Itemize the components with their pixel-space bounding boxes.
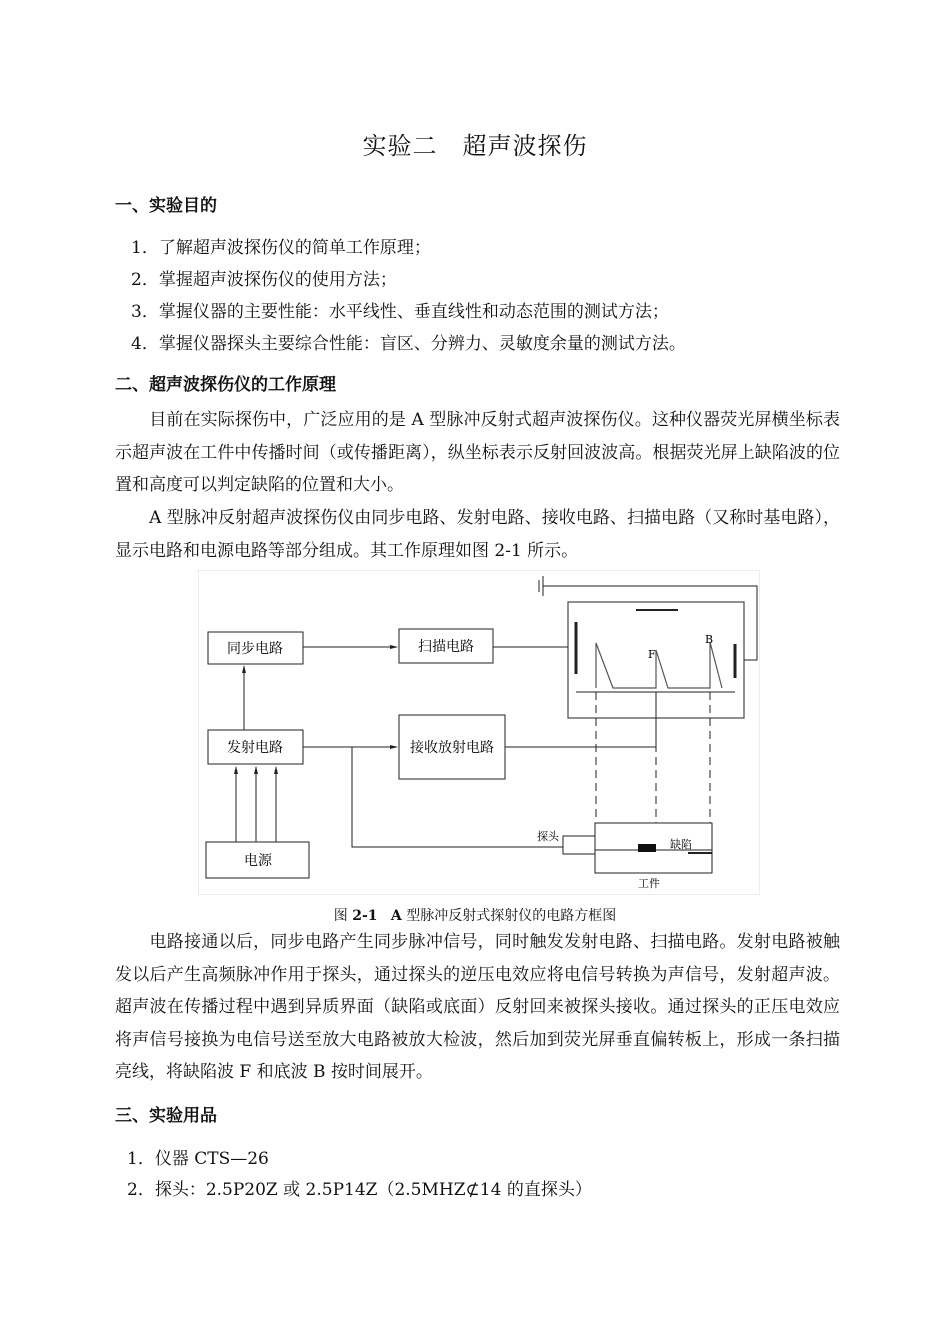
paragraph-components: A 型脉冲反射超声波探伤仪由同步电路、发射电路、接收电路、扫描电路（又称时基电路），显示电路和电源电路等部分组成。其工作原理如图 2-1 所示。 — [115, 508, 840, 561]
receive-circuit-label: 接收放射电路 — [410, 740, 494, 756]
material-item-1: 1．仪器 CTS—26 — [127, 1149, 269, 1169]
power-supply-label: 电源 — [244, 853, 272, 869]
probe-block — [563, 836, 595, 854]
caption-text: 型脉冲反射式探射仪的电路方框图 — [401, 908, 617, 924]
probe-label: 探头 — [537, 830, 559, 843]
bottom-echo-label: B — [705, 633, 714, 646]
power-supply-block — [206, 842, 309, 878]
paragraph-operation: 电路接通以后，同步电路产生同步脉冲信号，同时触发发射电路、扫描电路。发射电路被触发以后产生高频脉冲作用于探头，通过探头的逆压电效应将电信号转换为声信号，发射超声波。超声波在传播过程中遇到异质界面（缺陷或底面）反射回来被探头接收。通过探头的正压电效应将声信号接换为电信号送至放大电路被放大检波，然后加到荧光屏垂直偏转板上，形成一条扫描亮线，将缺陷波 F 和底波 B 按时间展开。 — [115, 932, 840, 1082]
receive-circuit-block — [399, 715, 505, 779]
sync-circuit-block — [208, 632, 303, 664]
objective-item-3: 3．掌握仪器的主要性能：水平线性、垂直线性和动态范围的测试方法； — [131, 302, 669, 322]
scan-circuit-block — [399, 629, 493, 663]
section-heading-materials: 三、实验用品 — [115, 1106, 217, 1126]
circuit-block-diagram — [198, 570, 760, 895]
defect-echo-label: F — [648, 648, 656, 661]
sync-circuit-label: 同步电路 — [227, 641, 283, 657]
page-title: 实验二 超声波探伤 — [362, 132, 588, 160]
paragraph-intro: 目前在实际探伤中，广泛应用的是 A 型脉冲反射式超声波探伤仪。这种仪器荧光屏横坐标表示超声波在工件中传播时间（或传播距离），纵坐标表示反射回波波高。根据荧光屏上缺陷波的位置和高度可以判定缺陷的位置和大小。 — [115, 410, 840, 495]
objective-item-2: 2．掌握超声波探伤仪的使用方法； — [131, 270, 397, 290]
caption-bold-a: A — [390, 908, 402, 924]
objective-item-1: 1．了解超声波探伤仪的简单工作原理； — [131, 238, 431, 258]
caption-number: 2-1 — [352, 908, 378, 924]
figure-caption — [0, 905, 950, 925]
workpiece-label: 工件 — [638, 877, 660, 890]
defect-label: 缺陷 — [670, 838, 692, 851]
scan-circuit-label: 扫描电路 — [418, 639, 474, 655]
caption-gap — [378, 908, 391, 924]
transmit-circuit-block — [208, 730, 303, 764]
defect-marker — [638, 844, 656, 852]
transmit-circuit-label: 发射电路 — [227, 740, 283, 756]
material-item-2: 2．探头：2.5P20Z 或 2.5P14Z（2.5MHZ⊄14 的直探头） — [127, 1180, 592, 1200]
caption-prefix: 图 — [333, 908, 353, 924]
section-heading-objectives: 一、实验目的 — [115, 196, 217, 216]
objective-item-4: 4．掌握仪器探头主要综合性能：盲区、分辨力、灵敏度余量的测试方法。 — [131, 334, 686, 354]
section-heading-principle: 二、超声波探伤仪的工作原理 — [115, 375, 336, 395]
